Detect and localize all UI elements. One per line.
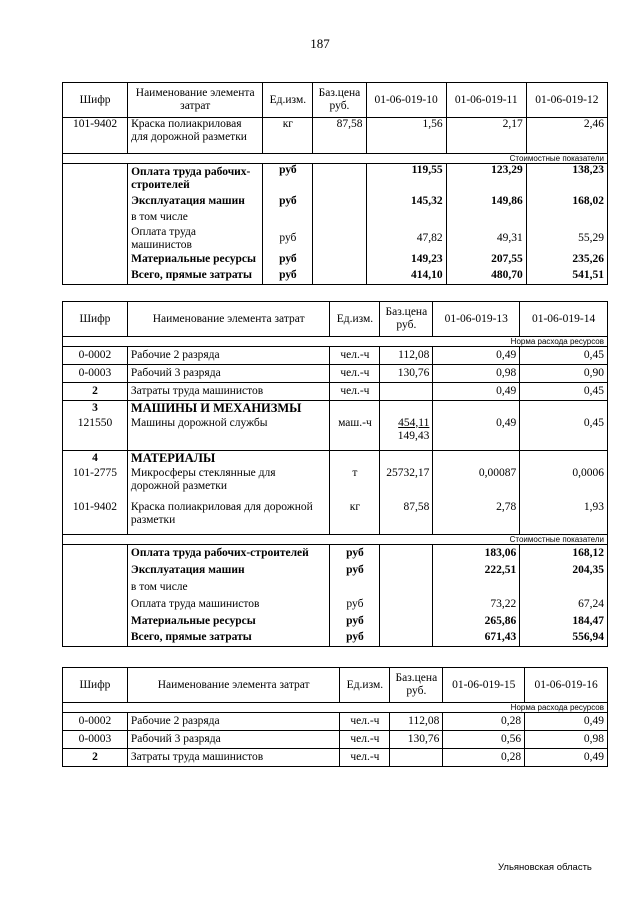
col-header-name: Наименование элемента затрат [127, 302, 330, 337]
row-unit: маш.-ч [330, 417, 380, 451]
row-price [390, 749, 443, 767]
row-price: 112,08 [390, 713, 443, 731]
row-value: 0,28 [443, 713, 525, 731]
totals-value: 480,70 [446, 268, 526, 285]
section-caption: Норма расхода ресурсов [63, 337, 608, 347]
totals-value: 55,29 [526, 226, 607, 252]
col-header-code-3: 01-06-019-12 [526, 83, 607, 118]
table-row [63, 417, 608, 451]
row-value: 0,98 [525, 731, 608, 749]
row-unit: чел.-ч [340, 713, 390, 731]
totals-row [63, 268, 608, 285]
col-header-code: Шифр [63, 302, 128, 337]
totals-unit: руб [330, 545, 380, 562]
totals-row [63, 226, 608, 252]
totals-value: 204,35 [520, 562, 608, 579]
totals-row [63, 252, 608, 268]
totals-unit: руб [263, 268, 313, 285]
row-value: 0,49 [433, 347, 520, 365]
row-unit: чел.-ч [340, 749, 390, 767]
row-name: Затраты труда машинистов [127, 383, 330, 401]
totals-name: в том числе [128, 210, 263, 226]
totals-row [63, 164, 608, 194]
totals-value: 265,86 [433, 613, 520, 630]
row-unit: кг [263, 118, 313, 154]
section-caption-row [63, 154, 608, 164]
section-caption-row [63, 703, 608, 713]
row-name: Краска полиакриловая для дорожной разметки [128, 118, 263, 154]
machine-price-primary: 454,11 [398, 416, 430, 429]
group-number: 4 [63, 451, 128, 467]
row-unit: чел.-ч [330, 365, 380, 383]
row-unit: чел.-ч [330, 383, 380, 401]
row-price: 25732,17 [380, 467, 433, 501]
totals-value: 414,10 [366, 268, 446, 285]
col-header-unit: Ед.изм. [263, 83, 313, 118]
totals-value: 119,55 [366, 164, 446, 194]
table-row [63, 118, 608, 154]
totals-value: 222,51 [433, 562, 520, 579]
row-code: 2 [63, 383, 128, 401]
table-row [63, 347, 608, 365]
row-code: 0-0002 [63, 347, 128, 365]
totals-value: 168,12 [520, 545, 608, 562]
row-price: 130,76 [390, 731, 443, 749]
row-value: 0,56 [443, 731, 525, 749]
row-name: Рабочие 2 разряда [127, 713, 340, 731]
totals-value: 556,94 [520, 630, 608, 647]
table-row [63, 501, 608, 535]
totals-name: Всего, прямые затраты [128, 268, 263, 285]
row-price: 130,76 [380, 365, 433, 383]
row-code: 0-0002 [63, 713, 128, 731]
row-unit: т [330, 467, 380, 501]
row-price [380, 383, 433, 401]
col-header-code: Шифр [63, 83, 128, 118]
row-name: Рабочий 3 разряда [127, 365, 330, 383]
row-value: 0,49 [525, 713, 608, 731]
totals-row [63, 630, 608, 647]
cost-table-2 [62, 301, 608, 647]
totals-unit: руб [263, 194, 313, 210]
row-code: 101-9402 [63, 118, 128, 154]
section-caption: Норма расхода ресурсов [63, 703, 608, 713]
page-number: 187 [310, 36, 330, 51]
row-code: 2 [63, 749, 128, 767]
cost-table-3 [62, 667, 608, 767]
row-unit: чел.-ч [330, 347, 380, 365]
col-header-unit: Ед.изм. [330, 302, 380, 337]
cost-table-1 [62, 82, 608, 285]
totals-name: в том числе [127, 579, 330, 596]
row-value: 0,49 [525, 749, 608, 767]
col-header-price: Баз.цена руб. [313, 83, 366, 118]
totals-value: 138,23 [526, 164, 607, 194]
table-row [63, 713, 608, 731]
section-caption-row [63, 535, 608, 545]
row-name: Машины дорожной службы [127, 417, 330, 451]
row-name: Краска полиакриловая для дорожной разметки [127, 501, 330, 535]
totals-name: Всего, прямые затраты [127, 630, 330, 647]
row-code: 101-9402 [63, 501, 128, 535]
row-price: 87,58 [313, 118, 366, 154]
row-value: 0,49 [433, 383, 520, 401]
col-header-code-1: 01-06-019-10 [366, 83, 446, 118]
row-name: Затраты труда машинистов [127, 749, 340, 767]
totals-unit: руб [263, 164, 313, 194]
row-code: 121550 [63, 417, 128, 451]
col-header-code-1: 01-06-019-13 [433, 302, 520, 337]
totals-unit: руб [330, 562, 380, 579]
col-header-code-2: 01-06-019-11 [446, 83, 526, 118]
row-value: 0,45 [520, 347, 608, 365]
col-header-price: Баз.цена руб. [380, 302, 433, 337]
totals-value: 123,29 [446, 164, 526, 194]
totals-name: Эксплуатация машин [127, 562, 330, 579]
totals-name: Материальные ресурсы [127, 613, 330, 630]
totals-name: Эксплуатация машин [128, 194, 263, 210]
row-code: 101-2775 [63, 467, 128, 501]
totals-name: Материальные ресурсы [128, 252, 263, 268]
row-name: Рабочий 3 разряда [127, 731, 340, 749]
machine-price-secondary: 149,43 [397, 429, 430, 442]
row-value: 0,00087 [433, 467, 520, 501]
table-row [63, 467, 608, 501]
col-header-code-1: 01-06-019-15 [443, 668, 525, 703]
col-header-name: Наименование элемента затрат [127, 668, 340, 703]
section-caption-row [63, 337, 608, 347]
table-row [63, 731, 608, 749]
totals-row [63, 194, 608, 210]
row-value: 1,93 [520, 501, 608, 535]
col-header-name: Наименование элемента затрат [128, 83, 263, 118]
totals-value: 235,26 [526, 252, 607, 268]
table-row [63, 749, 608, 767]
totals-unit: руб [330, 596, 380, 613]
totals-value: 168,02 [526, 194, 607, 210]
totals-value: 207,55 [446, 252, 526, 268]
row-value: 0,98 [433, 365, 520, 383]
group-number: 3 [63, 401, 128, 417]
group-heading-row [63, 401, 608, 417]
totals-row [63, 613, 608, 630]
row-name: Рабочие 2 разряда [127, 347, 330, 365]
totals-value: 149,23 [366, 252, 446, 268]
group-title: МАТЕРИАЛЫ [127, 451, 330, 467]
totals-row [63, 210, 608, 226]
totals-unit: руб [263, 226, 313, 252]
totals-name: Оплата труда рабочих-строителей [127, 545, 330, 562]
row-value: 0,45 [520, 417, 608, 451]
totals-value: 183,06 [433, 545, 520, 562]
region-footer: Ульяновская область [498, 862, 592, 873]
row-price: 87,58 [380, 501, 433, 535]
row-value: 0,90 [520, 365, 608, 383]
section-caption: Стоимостные показатели [63, 535, 608, 545]
row-value: 1,56 [366, 118, 446, 154]
row-price [380, 417, 433, 451]
totals-name: Оплата труда машинистов [127, 596, 330, 613]
table-header [63, 668, 608, 703]
row-unit: кг [330, 501, 380, 535]
row-value: 2,46 [526, 118, 607, 154]
table-header [63, 302, 608, 337]
group-heading-row [63, 451, 608, 467]
row-code: 0-0003 [63, 365, 128, 383]
totals-value: 67,24 [520, 596, 608, 613]
row-value: 0,45 [520, 383, 608, 401]
row-name: Микросферы стеклянные для дорожной разметки [127, 467, 330, 501]
totals-value: 184,47 [520, 613, 608, 630]
group-title: МАШИНЫ И МЕХАНИЗМЫ [127, 401, 330, 417]
totals-row [63, 579, 608, 596]
row-value: 0,0006 [520, 467, 608, 501]
totals-value: 145,32 [366, 194, 446, 210]
section-caption: Стоимостные показатели [63, 154, 608, 164]
col-header-code-2: 01-06-019-16 [525, 668, 608, 703]
row-value: 2,78 [433, 501, 520, 535]
totals-value: 149,86 [446, 194, 526, 210]
col-header-code-2: 01-06-019-14 [520, 302, 608, 337]
row-price: 112,08 [380, 347, 433, 365]
row-code: 0-0003 [63, 731, 128, 749]
table-row [63, 365, 608, 383]
totals-value: 671,43 [433, 630, 520, 647]
totals-value: 541,51 [526, 268, 607, 285]
row-value: 0,28 [443, 749, 525, 767]
totals-unit: руб [330, 613, 380, 630]
row-unit: чел.-ч [340, 731, 390, 749]
table-header [63, 83, 608, 118]
totals-value: 73,22 [433, 596, 520, 613]
totals-unit: руб [330, 630, 380, 647]
col-header-unit: Ед.изм. [340, 668, 390, 703]
totals-name: Оплата труда рабочих-строителей [128, 164, 263, 194]
totals-name: Оплата труда машинистов [128, 226, 263, 252]
row-value: 0,49 [433, 417, 520, 451]
totals-value: 47,82 [366, 226, 446, 252]
totals-row [63, 545, 608, 562]
col-header-price: Баз.цена руб. [390, 668, 443, 703]
totals-row [63, 562, 608, 579]
table-row [63, 383, 608, 401]
totals-row [63, 596, 608, 613]
col-header-code: Шифр [63, 668, 128, 703]
totals-unit: руб [263, 252, 313, 268]
totals-value: 49,31 [446, 226, 526, 252]
row-value: 2,17 [446, 118, 526, 154]
